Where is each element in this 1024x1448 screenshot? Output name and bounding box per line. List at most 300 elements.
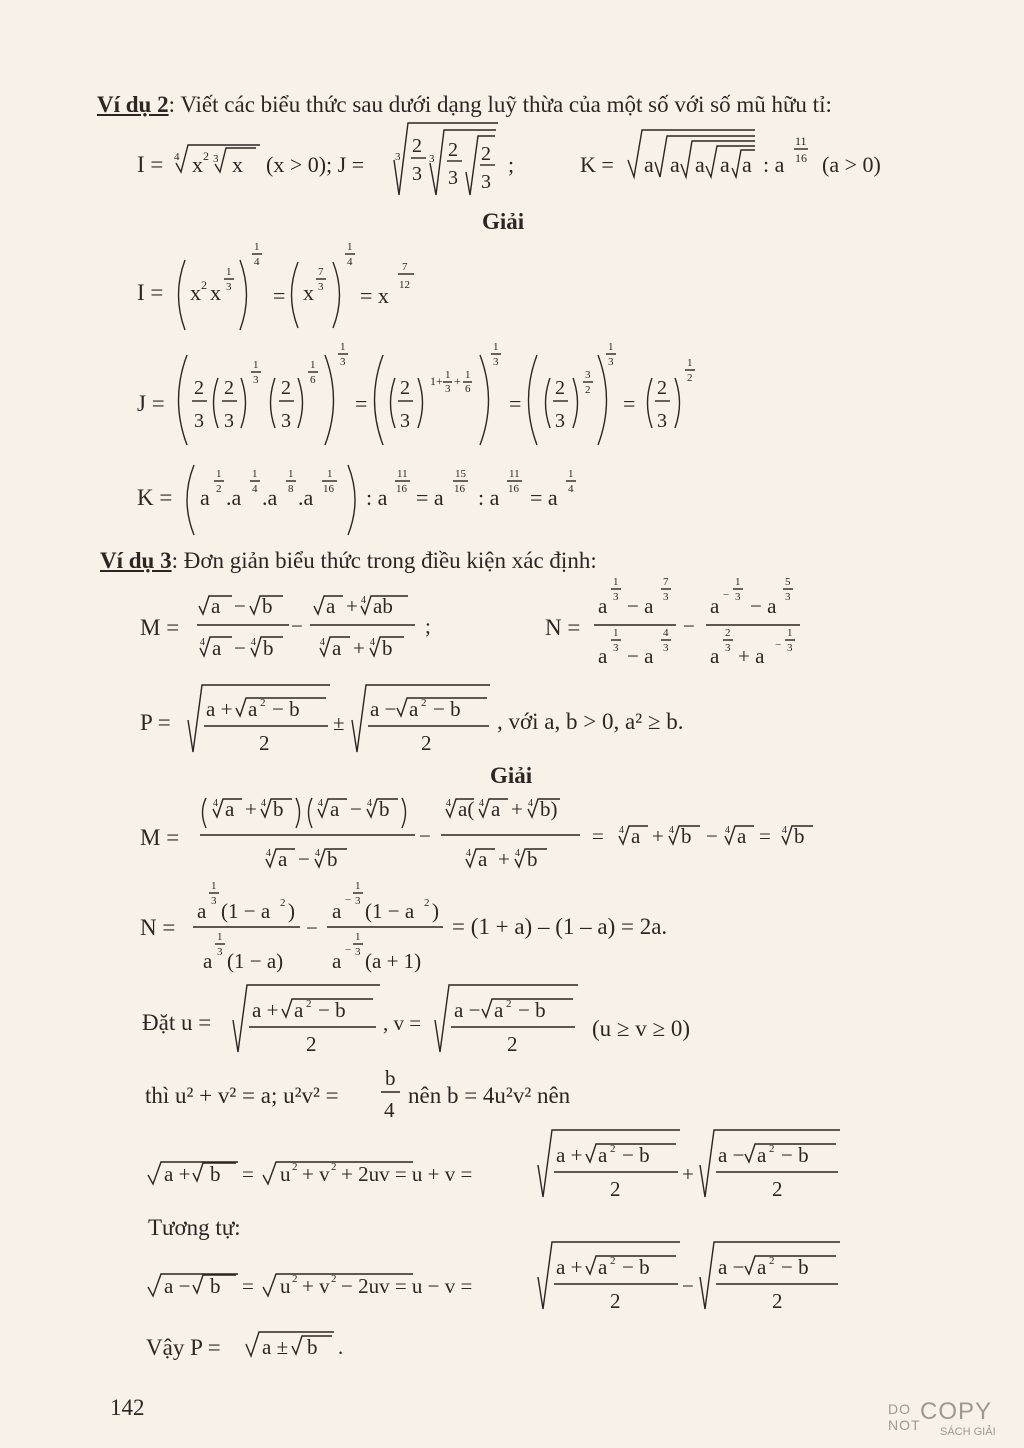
svg-text:−: − [706, 824, 718, 848]
svg-text:3: 3 [213, 153, 219, 165]
svg-text:3: 3 [663, 591, 669, 603]
svg-text:7: 7 [402, 261, 408, 273]
svg-text:u: u [280, 1274, 291, 1298]
svg-text:K =: K = [580, 152, 614, 177]
svg-text:−: − [345, 894, 352, 906]
svg-text:(a > 0): (a > 0) [822, 152, 881, 177]
svg-text:+ 2uv = u + v =: + 2uv = u + v = [341, 1162, 473, 1186]
svg-text:a: a [720, 152, 730, 177]
svg-text:2: 2 [687, 372, 693, 384]
svg-text:N =: N = [545, 615, 581, 640]
svg-text:3: 3 [481, 171, 491, 193]
svg-text:2: 2 [610, 1289, 621, 1313]
svg-text:a: a [197, 899, 207, 923]
svg-text:a −: a − [370, 697, 397, 721]
svg-text:− b: − b [318, 998, 346, 1022]
sqrt-diff-line [148, 1242, 840, 1313]
svg-text:;: ; [508, 152, 515, 177]
svg-text:a: a [478, 847, 488, 871]
svg-text:1: 1 [254, 241, 260, 253]
svg-text:.a: .a [298, 485, 314, 510]
svg-text:4: 4 [213, 798, 218, 809]
svg-text:b: b [327, 847, 338, 871]
svg-text:=: = [355, 391, 368, 416]
svg-text:2: 2 [657, 377, 667, 399]
svg-text:4: 4 [318, 798, 323, 809]
svg-text:b: b [273, 797, 284, 821]
substitution [142, 985, 578, 1056]
svg-text:a −: a − [718, 1143, 745, 1167]
svg-text:, v =: , v = [383, 1011, 422, 1035]
sqrt-sum-line [148, 1130, 840, 1201]
example-3-label: Ví dụ 3 [100, 548, 172, 573]
svg-text:− b: − b [622, 1143, 650, 1167]
svg-text:a −: a − [454, 998, 481, 1022]
svg-text:1: 1 [445, 369, 451, 381]
svg-text:a: a [332, 636, 342, 660]
svg-text:16: 16 [795, 151, 807, 165]
svg-text:3: 3 [253, 374, 259, 386]
svg-text:b): b) [540, 797, 558, 821]
svg-text:2: 2 [772, 1177, 783, 1201]
svg-text:x: x [210, 280, 221, 305]
svg-text:a: a [494, 998, 504, 1022]
svg-text:+: + [652, 824, 664, 848]
svg-text:: a: : a [366, 485, 388, 510]
svg-text:2: 2 [259, 731, 270, 755]
svg-text:4: 4 [528, 798, 533, 809]
svg-text:− b: − b [433, 697, 461, 721]
svg-text:Đặt u =: Đặt u = [142, 1010, 212, 1035]
p-condition: , với a, b > 0, a² ≥ b. [497, 709, 684, 734]
svg-text:2: 2 [201, 278, 207, 292]
svg-text:a: a [631, 824, 641, 848]
svg-text:+: + [454, 374, 461, 388]
svg-text:J =: J = [137, 391, 165, 416]
svg-text:−: − [306, 916, 318, 940]
uv-relation-end: nên b = 4u²v² nên [408, 1083, 571, 1108]
svg-text:+: + [353, 636, 365, 660]
svg-text:a +: a + [206, 697, 233, 721]
svg-text:a: a [294, 998, 304, 1022]
svg-text:P =: P = [140, 710, 171, 735]
svg-text:=: = [242, 1162, 254, 1186]
svg-text:4: 4 [361, 595, 366, 606]
svg-text:=: = [242, 1274, 254, 1298]
svg-text:3: 3 [340, 356, 346, 368]
svg-text:a −: a − [718, 1255, 745, 1279]
svg-text:− b: − b [781, 1143, 809, 1167]
svg-text:−: − [291, 614, 303, 638]
similarly-label: Tương tự: [148, 1215, 241, 1240]
svg-text:M =: M = [140, 615, 180, 640]
svg-text:2: 2 [216, 483, 222, 495]
svg-text:4: 4 [568, 483, 574, 495]
svg-text:(1 − a): (1 − a) [227, 949, 284, 973]
svg-text:a: a [710, 594, 720, 618]
svg-text:: a: : a [478, 485, 500, 510]
svg-text:2: 2 [555, 377, 565, 399]
svg-text:2: 2 [292, 1273, 298, 1285]
svg-text:1: 1 [613, 627, 619, 639]
svg-text:3: 3 [281, 410, 291, 432]
svg-text:11: 11 [397, 468, 408, 480]
svg-text:2: 2 [292, 1161, 298, 1173]
svg-text:1: 1 [253, 359, 259, 371]
svg-text:a: a [598, 1143, 608, 1167]
i-solution [137, 241, 414, 330]
svg-text:2: 2 [424, 897, 430, 909]
svg-text:4: 4 [320, 637, 325, 648]
svg-text:2: 2 [506, 998, 512, 1010]
svg-text:b: b [210, 1274, 221, 1298]
p-definition [140, 685, 490, 755]
svg-text:2: 2 [769, 1143, 775, 1155]
svg-text:2: 2 [481, 143, 491, 165]
j-solution [137, 341, 695, 445]
svg-text:+ v: + v [302, 1274, 330, 1298]
svg-text:−: − [683, 614, 695, 638]
svg-text:−: − [298, 847, 310, 871]
svg-text:16: 16 [454, 483, 465, 495]
svg-text:2: 2 [610, 1143, 616, 1155]
svg-text:4: 4 [200, 637, 205, 648]
svg-text:a: a [326, 594, 336, 618]
svg-text:3: 3 [785, 591, 791, 603]
svg-text:− b: − b [272, 697, 300, 721]
uv-relation: thì u² + v² = a; u²v² = [145, 1083, 339, 1108]
svg-text:3: 3 [493, 356, 499, 368]
svg-text:I =: I = [137, 280, 164, 305]
svg-text:a: a [491, 797, 501, 821]
m-definition [140, 594, 431, 660]
svg-text:3: 3 [735, 591, 741, 603]
svg-text:a: a [737, 824, 747, 848]
svg-text:− 2uv = u − v =: − 2uv = u − v = [341, 1274, 473, 1298]
svg-text:7: 7 [663, 576, 669, 588]
svg-text:3: 3 [663, 642, 669, 654]
svg-text:(x > 0); J =: (x > 0); J = [266, 152, 365, 177]
svg-text:−: − [350, 797, 362, 821]
svg-text:b: b [385, 1066, 396, 1090]
svg-text:3: 3 [613, 591, 619, 603]
svg-text:−: − [682, 1274, 694, 1298]
svg-text:16: 16 [508, 483, 519, 495]
svg-text:1: 1 [217, 931, 223, 943]
svg-text:a: a [598, 1255, 608, 1279]
svg-text:2: 2 [507, 1032, 518, 1056]
svg-text:2: 2 [331, 1273, 337, 1285]
svg-text:a: a [409, 697, 419, 721]
n-result: = (1 + a) – (1 – a) = 2a. [452, 914, 668, 939]
svg-text:5: 5 [785, 576, 791, 588]
svg-text:a: a [200, 485, 210, 510]
svg-text:1+: 1+ [430, 374, 443, 388]
svg-text:−: − [419, 824, 431, 848]
svg-text:= a: = a [416, 485, 444, 510]
svg-text:3: 3 [211, 895, 217, 907]
conclusion-label: Vậy P = [146, 1335, 221, 1360]
svg-text:2: 2 [421, 697, 427, 709]
svg-text:a −: a − [164, 1274, 191, 1298]
svg-text:b: b [681, 824, 692, 848]
svg-text:a: a [710, 644, 720, 668]
example-2-label: Ví dụ 2 [97, 92, 169, 117]
example-3-text: : Đơn giản biểu thức trong điều kiện xác định: [171, 548, 597, 573]
svg-text:11: 11 [509, 468, 520, 480]
svg-text:.: . [338, 1335, 344, 1359]
svg-text:=: = [759, 824, 771, 848]
svg-text:2: 2 [412, 135, 422, 157]
svg-text:3: 3 [429, 153, 435, 165]
svg-text:12: 12 [399, 279, 410, 291]
svg-text:1: 1 [211, 880, 217, 892]
svg-text:2: 2 [280, 897, 286, 909]
svg-text:a: a [757, 1255, 767, 1279]
svg-text:3: 3 [217, 946, 223, 958]
svg-text:3: 3 [585, 369, 591, 381]
svg-text:2: 2 [203, 149, 209, 163]
svg-text:3: 3 [412, 163, 422, 185]
svg-text:1: 1 [687, 357, 693, 369]
svg-text:− b: − b [781, 1255, 809, 1279]
svg-text:1: 1 [327, 468, 333, 480]
svg-text:1: 1 [340, 341, 346, 353]
svg-text:a: a [203, 949, 213, 973]
svg-text:u: u [280, 1162, 291, 1186]
svg-text:a: a [757, 1143, 767, 1167]
svg-text:3: 3 [445, 383, 451, 395]
svg-text:a +: a + [164, 1162, 191, 1186]
svg-text:.a: .a [262, 485, 278, 510]
svg-text:a: a [670, 152, 680, 177]
solution-heading-2: Giải [490, 763, 533, 788]
svg-text:(1 − a: (1 − a [221, 899, 271, 923]
svg-text:−: − [234, 636, 246, 660]
n-solution [140, 880, 443, 973]
svg-text:− b: − b [622, 1255, 650, 1279]
k-solution [137, 465, 576, 535]
watermark-logo: DO NOT COPY SÁCH GIẢI [888, 1398, 996, 1438]
b-over-4 [381, 1066, 400, 1122]
svg-text:1: 1 [347, 241, 353, 253]
svg-text:x: x [303, 280, 314, 305]
svg-text:4: 4 [174, 151, 180, 163]
svg-text:K =: K = [137, 485, 173, 510]
svg-text:+ v: + v [302, 1162, 330, 1186]
svg-text:8: 8 [288, 483, 294, 495]
svg-text:1: 1 [735, 576, 741, 588]
svg-text:4: 4 [782, 825, 787, 836]
svg-text:6: 6 [310, 374, 316, 386]
svg-text:4: 4 [669, 825, 674, 836]
svg-text:2: 2 [306, 998, 312, 1010]
svg-text:3: 3 [194, 410, 204, 432]
solution-heading-1: Giải [482, 209, 525, 234]
svg-text:1: 1 [355, 931, 361, 943]
svg-text:1: 1 [226, 266, 232, 278]
svg-text:b: b [382, 636, 393, 660]
conclusion-formula [246, 1332, 343, 1359]
svg-text:=: = [509, 391, 522, 416]
svg-text:3: 3 [725, 642, 731, 654]
svg-text:b: b [262, 594, 273, 618]
svg-text:I =: I = [137, 152, 164, 177]
svg-text:a +: a + [556, 1143, 583, 1167]
svg-text:3: 3 [355, 946, 361, 958]
example-2-expressions [137, 123, 881, 195]
svg-text:b: b [527, 847, 538, 871]
svg-text:4: 4 [466, 848, 471, 859]
svg-text:): ) [432, 899, 439, 923]
svg-text:(a + 1): (a + 1) [365, 949, 422, 973]
svg-text:− a: − a [750, 594, 777, 618]
svg-text:7: 7 [318, 266, 324, 278]
svg-text:= a: = a [530, 485, 558, 510]
svg-text:2: 2 [448, 139, 458, 161]
svg-text:2: 2 [331, 1161, 337, 1173]
svg-text:= x: = x [360, 283, 389, 308]
svg-text:1: 1 [288, 468, 294, 480]
svg-text:2: 2 [421, 731, 432, 755]
svg-text:2: 2 [306, 1032, 317, 1056]
svg-text:11: 11 [795, 134, 807, 148]
page-number: 142 [110, 1395, 145, 1420]
m-solution [140, 797, 813, 871]
svg-text:N =: N = [140, 915, 176, 940]
svg-text:±: ± [333, 711, 345, 735]
svg-text:2: 2 [610, 1255, 616, 1267]
svg-text:16: 16 [323, 483, 334, 495]
svg-text:1: 1 [216, 468, 222, 480]
svg-text:1: 1 [310, 359, 316, 371]
svg-text:3: 3 [395, 151, 401, 163]
svg-text:a: a [330, 797, 340, 821]
svg-text:a: a [212, 636, 222, 660]
svg-text:4: 4 [384, 1098, 395, 1122]
svg-text:x: x [232, 152, 243, 177]
svg-text:1: 1 [568, 468, 574, 480]
svg-text:− b: − b [518, 998, 546, 1022]
svg-text:2: 2 [224, 377, 234, 399]
svg-text:2: 2 [260, 697, 266, 709]
svg-text:4: 4 [252, 483, 258, 495]
svg-text:1: 1 [252, 468, 258, 480]
svg-text:a: a [742, 152, 752, 177]
svg-text:15: 15 [455, 468, 466, 480]
svg-text:=: = [592, 824, 604, 848]
svg-text:3: 3 [400, 410, 410, 432]
svg-text:b: b [794, 824, 805, 848]
svg-text:4: 4 [479, 798, 484, 809]
svg-text:4: 4 [367, 798, 372, 809]
svg-text:=: = [273, 283, 286, 308]
svg-text:3: 3 [224, 410, 234, 432]
svg-text:4: 4 [515, 848, 520, 859]
svg-text:a ±: a ± [262, 1335, 289, 1359]
svg-text:.a: .a [226, 485, 242, 510]
svg-text:a: a [225, 797, 235, 821]
svg-text:16: 16 [396, 483, 407, 495]
svg-text:a: a [598, 644, 608, 668]
svg-text:4: 4 [619, 825, 624, 836]
example-2-text: : Viết các biểu thức sau dưới dạng luỹ thừa của một số với số mũ hữu tỉ: [168, 92, 832, 117]
svg-text:b: b [263, 636, 274, 660]
svg-text:b: b [379, 797, 390, 821]
svg-text:2: 2 [194, 377, 204, 399]
svg-text:2: 2 [769, 1255, 775, 1267]
svg-text:+: + [682, 1162, 694, 1186]
svg-text:a(: a( [458, 797, 475, 821]
svg-text:: a: : a [763, 152, 785, 177]
svg-text:3: 3 [318, 281, 324, 293]
svg-text:b: b [307, 1335, 318, 1359]
svg-text:4: 4 [446, 798, 451, 809]
svg-text:3: 3 [657, 410, 667, 432]
svg-text:3: 3 [555, 410, 565, 432]
svg-text:3: 3 [787, 642, 793, 654]
svg-text:4: 4 [347, 256, 353, 268]
svg-text:− a: − a [627, 644, 654, 668]
svg-text:4: 4 [254, 256, 260, 268]
svg-text:4: 4 [370, 637, 375, 648]
svg-text:4: 4 [261, 798, 266, 809]
svg-text:M =: M = [140, 825, 180, 850]
svg-text:1: 1 [493, 341, 499, 353]
svg-text:2: 2 [585, 384, 591, 396]
svg-text:;: ; [425, 614, 431, 638]
svg-text:1: 1 [608, 341, 614, 353]
svg-text:2: 2 [400, 377, 410, 399]
svg-text:(1 − a: (1 − a [365, 899, 415, 923]
svg-text:4: 4 [251, 637, 256, 648]
svg-text:4: 4 [315, 848, 320, 859]
svg-text:3: 3 [608, 356, 614, 368]
svg-text:1: 1 [465, 369, 471, 381]
svg-text:4: 4 [266, 848, 271, 859]
svg-text:2: 2 [610, 1177, 621, 1201]
svg-text:a +: a + [556, 1255, 583, 1279]
svg-text:1: 1 [355, 880, 361, 892]
svg-text:1: 1 [787, 627, 793, 639]
svg-text:): ) [288, 899, 295, 923]
svg-text:3: 3 [448, 167, 458, 189]
svg-text:−: − [234, 594, 246, 618]
svg-text:4: 4 [663, 627, 669, 639]
svg-text:6: 6 [465, 383, 471, 395]
svg-text:−: − [775, 639, 782, 651]
svg-text:a: a [644, 152, 654, 177]
svg-text:+: + [498, 847, 510, 871]
svg-text:3: 3 [613, 642, 619, 654]
svg-text:a: a [332, 899, 342, 923]
svg-text:a: a [598, 594, 608, 618]
svg-text:x: x [190, 280, 201, 305]
svg-text:a: a [211, 594, 221, 618]
svg-text:−: − [723, 589, 730, 601]
svg-text:=: = [623, 391, 636, 416]
svg-text:a: a [248, 697, 258, 721]
svg-text:a: a [695, 152, 705, 177]
svg-text:x: x [192, 152, 203, 177]
n-definition [545, 576, 800, 668]
svg-text:a +: a + [252, 998, 279, 1022]
svg-text:+: + [511, 797, 523, 821]
svg-text:+ a: + a [738, 644, 765, 668]
svg-text:a: a [278, 847, 288, 871]
svg-text:+: + [245, 797, 257, 821]
svg-text:+: + [346, 594, 358, 618]
